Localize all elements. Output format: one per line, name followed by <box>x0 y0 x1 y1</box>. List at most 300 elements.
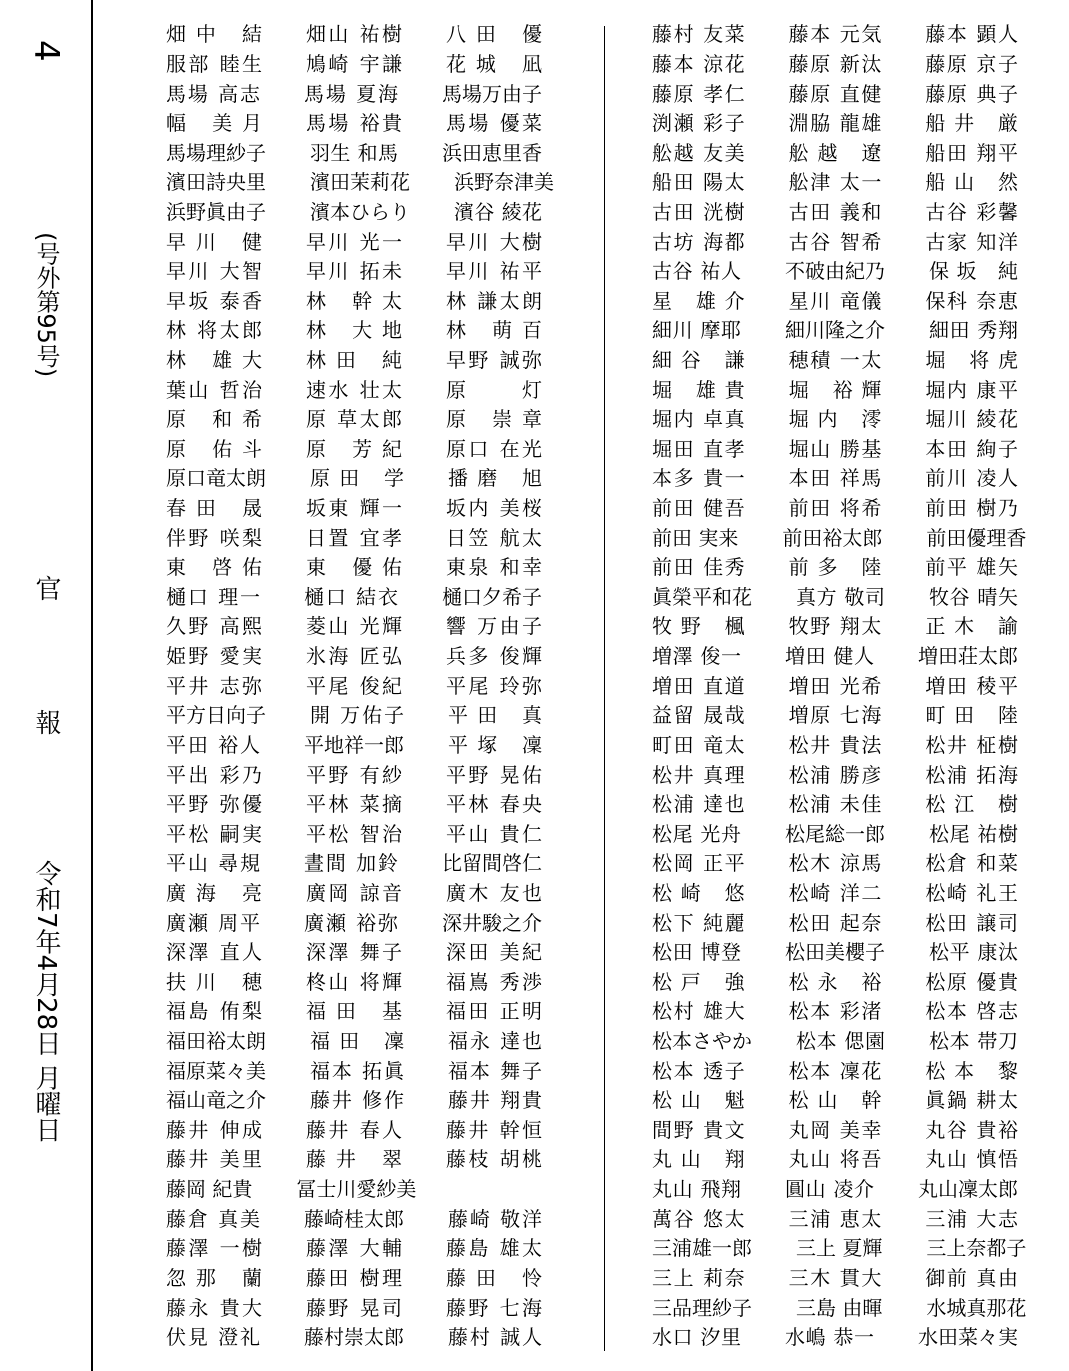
name-entry: 藤井 伸成 <box>166 1117 262 1142</box>
name-entry: 古谷 祐人 <box>652 259 741 284</box>
name-row <box>652 669 1062 699</box>
name-entry: 藤井 春人 <box>306 1117 402 1142</box>
name-entry: 原 崇章 <box>446 407 542 432</box>
name-entry: 藤澤 大輔 <box>306 1236 402 1261</box>
name-entry: 林 謙太朗 <box>446 288 542 313</box>
name-row <box>652 877 1062 907</box>
name-row <box>652 48 1062 78</box>
name-entry: 坂内 美桜 <box>446 496 542 521</box>
name-entry: 馬場 優菜 <box>446 111 542 136</box>
name-row <box>166 166 586 196</box>
name-row <box>166 877 586 907</box>
name-entry: 浜田恵里香 <box>442 140 542 165</box>
name-entry: 平田 裕人 <box>166 732 260 757</box>
name-row <box>166 18 586 48</box>
name-entry: 穂積 一太 <box>788 348 882 372</box>
name-entry: 原 和希 <box>166 407 262 432</box>
name-entry: 三上 莉奈 <box>652 1265 745 1290</box>
name-entry: 水口 汐里 <box>652 1325 741 1350</box>
name-entry: 堀 裕輝 <box>788 377 882 402</box>
name-entry: 藤村 誠人 <box>448 1325 542 1350</box>
name-entry: 花城 凪 <box>446 51 542 76</box>
name-row <box>652 758 1062 788</box>
name-entry: 松倉 和菜 <box>925 851 1019 876</box>
name-entry: 牧野 楓 <box>652 614 745 639</box>
name-row <box>652 640 1062 670</box>
name-entry: 堀山 勝基 <box>788 436 882 461</box>
name-entry: 馬場理紗子 <box>166 140 266 165</box>
name-list-right-block <box>652 18 1062 1350</box>
name-entry: 松田美櫻子 <box>785 940 885 965</box>
name-entry: 平地祥一郎 <box>304 732 404 757</box>
name-entry: 冨士川愛紗美 <box>296 1177 417 1202</box>
name-entry: 浜野眞由子 <box>166 199 266 224</box>
name-entry: 開 万佑子 <box>310 703 404 728</box>
name-row <box>166 225 586 255</box>
name-row <box>652 462 1062 492</box>
name-entry: 三島 由暉 <box>796 1295 883 1320</box>
name-row <box>652 729 1062 759</box>
name-entry: 松木 涼馬 <box>788 851 882 876</box>
name-entry: 藤本 涼花 <box>652 51 745 76</box>
name-entry: 濱田茉莉花 <box>310 170 410 195</box>
name-entry: 増原 七海 <box>788 703 882 728</box>
name-entry: 前田 実来 <box>652 525 739 550</box>
margin-rule <box>91 0 93 1371</box>
name-entry: 古田 洸樹 <box>652 199 745 224</box>
name-entry: 藤原 典子 <box>925 81 1019 106</box>
name-entry: 真方 敬司 <box>796 584 885 609</box>
name-entry: 藤永 貴大 <box>166 1295 262 1320</box>
name-entry: 藤原 直健 <box>788 81 882 106</box>
name-row <box>652 1054 1062 1084</box>
name-entry: 樋口 理一 <box>166 584 260 609</box>
name-row <box>166 136 586 166</box>
name-entry: 三浦雄一郎 <box>652 1236 752 1261</box>
name-entry: 三上奈都子 <box>926 1236 1027 1261</box>
name-entry: 丸谷 貴裕 <box>925 1117 1019 1142</box>
name-entry: 松尾総一郎 <box>785 821 885 846</box>
name-row <box>166 48 586 78</box>
name-entry: 羽生 和馬 <box>310 140 398 165</box>
name-row <box>166 699 586 729</box>
name-entry: 細川 摩耶 <box>652 318 741 343</box>
name-entry: 町田 竜太 <box>652 732 745 757</box>
name-row <box>652 1084 1062 1114</box>
name-entry: 樋口夕希子 <box>442 584 542 609</box>
name-entry: 畑中 結 <box>166 22 262 47</box>
name-entry: 平井 志弥 <box>166 673 262 698</box>
name-entry: 原口 在光 <box>446 436 542 461</box>
name-entry: 萬谷 悠太 <box>652 1206 745 1231</box>
name-entry: 丸山 将吾 <box>788 1147 882 1172</box>
name-row <box>166 1084 586 1114</box>
name-entry: 濱本ひらり <box>310 199 410 224</box>
name-row <box>652 373 1062 403</box>
name-row <box>166 196 586 226</box>
name-row <box>166 817 586 847</box>
name-entry: 松崎 礼王 <box>925 880 1019 905</box>
name-entry: 町田 陸 <box>925 703 1019 728</box>
name-entry: 水田菜々実 <box>918 1325 1018 1350</box>
name-entry: 本多 貴一 <box>652 466 745 491</box>
name-row <box>652 255 1062 285</box>
name-entry: 藤田 樹理 <box>306 1265 402 1290</box>
name-entry: 松山 魁 <box>652 1088 745 1113</box>
name-row <box>652 995 1062 1025</box>
name-entry: 濱田詩央里 <box>166 170 266 195</box>
name-entry: 藤村 友菜 <box>652 22 745 47</box>
name-entry: 舩津 太一 <box>788 170 882 195</box>
name-entry: 坂東 輝一 <box>306 496 402 521</box>
name-entry: 氷海 匠弘 <box>306 644 402 669</box>
name-row <box>166 906 586 936</box>
name-row <box>166 284 586 314</box>
issue-label: (号外第95号) <box>32 232 60 378</box>
name-entry: 藤澤 一樹 <box>166 1236 262 1261</box>
name-row <box>652 966 1062 996</box>
name-entry: 早川 拓未 <box>306 259 402 284</box>
name-entry: 葉山 哲治 <box>166 377 262 402</box>
name-row <box>652 1291 1062 1321</box>
name-entry: 晝間 加鈴 <box>304 851 398 876</box>
name-entry: 廣瀬 周平 <box>166 910 260 935</box>
name-entry: 藤倉 真美 <box>166 1206 260 1231</box>
page-number: 4 <box>26 40 66 62</box>
name-list-left-block <box>166 18 586 1350</box>
name-entry: 平方日向子 <box>166 703 266 728</box>
name-entry: 船井 厳 <box>925 111 1019 136</box>
name-entry: 藤本 元気 <box>788 22 882 47</box>
name-entry: 松田 博登 <box>652 940 741 965</box>
name-row <box>166 729 586 759</box>
name-entry: 早川 祐平 <box>446 259 542 284</box>
name-entry: 松本さやか <box>652 1029 752 1054</box>
name-entry: 松本 彩渚 <box>788 999 882 1024</box>
name-row <box>652 581 1062 611</box>
name-entry: 藤島 雄太 <box>446 1236 542 1261</box>
name-entry: 細田 秀翔 <box>929 318 1018 343</box>
name-entry: 久野 高熙 <box>166 614 262 639</box>
name-entry: 深澤 舞子 <box>306 940 402 965</box>
name-entry: 藤枝 胡桃 <box>446 1147 542 1172</box>
name-entry: 福田裕太朗 <box>166 1029 266 1054</box>
name-entry: 古田 義和 <box>788 199 882 224</box>
name-entry: 本田 絢子 <box>925 436 1019 461</box>
name-entry: 間野 貴文 <box>652 1117 745 1142</box>
name-entry: 松浦 達也 <box>652 792 745 817</box>
name-entry: 丸山 飛翔 <box>652 1177 741 1202</box>
name-entry: 星 雄介 <box>652 288 745 313</box>
name-entry: 圓山 凌介 <box>785 1177 874 1202</box>
name-entry: 松原 優貴 <box>925 969 1019 994</box>
name-entry: 林田 純 <box>306 348 402 372</box>
name-entry: 八田 優 <box>446 22 542 47</box>
name-row <box>166 1232 586 1262</box>
name-entry: 船山 然 <box>925 170 1019 195</box>
name-entry: 福永 達也 <box>448 1029 542 1054</box>
name-entry: 松尾 祐樹 <box>929 821 1018 846</box>
name-row <box>166 255 586 285</box>
name-entry: 松本 偲園 <box>796 1029 885 1054</box>
name-row <box>652 1025 1062 1055</box>
column-divider <box>604 26 605 1351</box>
name-entry: 林 大地 <box>306 318 402 343</box>
name-entry: 平塚 凜 <box>448 732 542 757</box>
name-row <box>652 225 1062 255</box>
name-entry: 平野 弥優 <box>166 792 262 817</box>
name-row <box>166 1321 586 1351</box>
name-entry: 柊山 将輝 <box>306 969 402 994</box>
name-entry: 松井 真理 <box>652 762 745 787</box>
name-row <box>166 1025 586 1055</box>
name-entry: 幅 美月 <box>166 111 262 136</box>
name-entry: 濱谷 綾花 <box>454 199 542 224</box>
name-entry: 三木 貫大 <box>788 1265 882 1290</box>
name-entry: 原 草太郎 <box>306 407 402 432</box>
name-entry: 渕瀬 彩子 <box>652 111 745 136</box>
name-entry: 増澤 俊一 <box>652 644 741 669</box>
name-entry: 福田 正明 <box>446 999 542 1024</box>
name-entry: 藤原 新汰 <box>788 51 882 76</box>
name-entry: 藤田 怜 <box>446 1265 542 1290</box>
name-entry: 増田 健人 <box>785 644 874 669</box>
name-entry: 水城真那花 <box>926 1295 1027 1320</box>
name-entry: 堀内 康平 <box>925 377 1019 402</box>
name-entry: 増田荘太郎 <box>918 644 1018 669</box>
name-entry: 日置 宜孝 <box>306 525 402 550</box>
name-entry: 林 幹太 <box>306 288 402 313</box>
name-row <box>166 995 586 1025</box>
name-row <box>166 1114 586 1144</box>
name-entry: 松戸 強 <box>652 969 745 994</box>
name-entry: 本田 祥馬 <box>788 466 882 491</box>
name-row <box>652 1321 1062 1351</box>
name-entry: 松下 純麗 <box>652 910 745 935</box>
name-row <box>166 847 586 877</box>
name-entry: 伏見 澄礼 <box>166 1325 260 1350</box>
name-row <box>166 492 586 522</box>
name-row <box>166 403 586 433</box>
name-row <box>166 314 586 344</box>
name-row <box>166 1143 586 1173</box>
name-entry: 松岡 正平 <box>652 851 745 876</box>
name-entry: 深井駿之介 <box>442 910 542 935</box>
name-entry: 藤井 翔貴 <box>448 1088 542 1113</box>
name-entry: 松崎 悠 <box>652 880 745 905</box>
name-entry: 原 灯 <box>446 377 542 402</box>
name-entry: 伴野 咲梨 <box>166 525 262 550</box>
name-row <box>652 1143 1062 1173</box>
name-entry: 早坂 泰香 <box>166 288 262 313</box>
name-entry: 馬場 裕貴 <box>306 111 402 136</box>
name-entry: 松本 黎 <box>925 1058 1019 1083</box>
name-entry: 堀 将虎 <box>925 348 1019 372</box>
name-entry: 松井 柾樹 <box>925 732 1019 757</box>
name-entry: 菱山 光輝 <box>306 614 402 639</box>
name-entry: 馬場万由子 <box>442 81 542 106</box>
name-row <box>652 18 1062 48</box>
name-entry: 増田 直道 <box>652 673 745 698</box>
name-entry: 三上 夏輝 <box>796 1236 883 1261</box>
name-entry: 福本 舞子 <box>448 1058 542 1083</box>
name-entry: 前田裕太郎 <box>782 525 883 550</box>
name-entry: 林 萌百 <box>446 318 542 343</box>
name-entry: 細谷 謙 <box>652 348 745 372</box>
name-row <box>652 136 1062 166</box>
name-row <box>652 847 1062 877</box>
name-entry: 忽那 蘭 <box>166 1265 262 1290</box>
name-entry: 堀 雄貴 <box>652 377 745 402</box>
name-entry: 保坂 純 <box>929 259 1018 284</box>
name-entry: 福嶌 秀渉 <box>446 969 542 994</box>
name-entry: 林 雄大 <box>166 348 262 372</box>
name-entry: 福田 凜 <box>310 1029 404 1054</box>
name-entry: 鳩崎 宇謙 <box>306 51 402 76</box>
name-row <box>166 966 586 996</box>
name-row <box>652 196 1062 226</box>
name-row <box>166 373 586 403</box>
name-row <box>166 1173 586 1203</box>
name-entry: 藤崎桂太郎 <box>304 1206 404 1231</box>
name-entry: 早川 健 <box>166 229 262 254</box>
name-entry: 御前 真由 <box>925 1265 1019 1290</box>
name-entry: 松尾 光舟 <box>652 821 741 846</box>
issue-date: 令和7年4月28日 月曜日 <box>31 860 61 1143</box>
name-row <box>652 344 1062 374</box>
name-row <box>652 492 1062 522</box>
name-entry: 平尾 俊紀 <box>306 673 402 698</box>
name-entry: 堀内 卓真 <box>652 407 745 432</box>
name-entry: 松平 康汰 <box>929 940 1018 965</box>
name-entry: 松田 起奈 <box>788 910 882 935</box>
name-row <box>652 284 1062 314</box>
name-entry: 丸山 慎悟 <box>925 1147 1019 1172</box>
name-entry: 益留 晟哉 <box>652 703 745 728</box>
name-entry: 古坊 海都 <box>652 229 745 254</box>
name-row <box>652 314 1062 344</box>
name-row <box>166 551 586 581</box>
name-entry: 平山 尋規 <box>166 851 260 876</box>
name-entry: 藤井 翠 <box>306 1147 402 1172</box>
name-entry: 廣岡 諒音 <box>306 880 402 905</box>
name-entry: 船田 翔平 <box>925 140 1019 165</box>
name-entry: 前川 凌人 <box>925 466 1019 491</box>
name-row <box>166 344 586 374</box>
name-row <box>166 1262 586 1292</box>
name-entry: 眞鍋 耕太 <box>925 1088 1019 1113</box>
name-entry: 舩越 遼 <box>788 140 882 165</box>
name-entry: 松田 譲司 <box>925 910 1019 935</box>
name-entry: 畑山 祐樹 <box>306 22 402 47</box>
name-entry: 藤井 幹恒 <box>446 1117 542 1142</box>
name-entry: 増田 光希 <box>788 673 882 698</box>
name-entry: 増田 稜平 <box>925 673 1019 698</box>
name-entry: 早川 大樹 <box>446 229 542 254</box>
name-entry: 福山竜之介 <box>166 1088 266 1113</box>
name-row <box>166 462 586 492</box>
name-entry: 藤岡 紀貴 <box>166 1177 253 1202</box>
name-entry: 比留間啓仁 <box>442 851 542 876</box>
name-entry: 東 優佑 <box>306 555 402 580</box>
name-row <box>166 1291 586 1321</box>
name-row <box>166 1202 586 1232</box>
name-entry: 早川 大智 <box>166 259 262 284</box>
name-entry: 廣海 亮 <box>166 880 262 905</box>
name-entry: 丸山 翔 <box>652 1147 745 1172</box>
name-entry: 松井 貴法 <box>788 732 882 757</box>
page-margin <box>0 0 92 1371</box>
name-entry: 堀田 直孝 <box>652 436 745 461</box>
name-row <box>166 936 586 966</box>
name-entry: 藤井 修作 <box>310 1088 404 1113</box>
name-entry: 平林 菜摘 <box>306 792 402 817</box>
name-entry: 三浦 恵太 <box>788 1206 882 1231</box>
name-entry: 藤井 美里 <box>166 1147 262 1172</box>
name-entry: 馬場 夏海 <box>304 81 398 106</box>
name-row <box>652 788 1062 818</box>
name-entry: 淵脇 龍雄 <box>788 111 882 136</box>
name-entry: 松浦 勝彦 <box>788 762 882 787</box>
name-entry: 平松 嗣実 <box>166 821 262 846</box>
name-entry: 松浦 未佳 <box>788 792 882 817</box>
name-entry: 松江 樹 <box>925 792 1019 817</box>
name-entry: 原田 学 <box>310 466 404 491</box>
name-entry: 扶川 穂 <box>166 969 262 994</box>
name-entry: 前田 将希 <box>788 496 882 521</box>
name-row <box>166 433 586 463</box>
name-entry: 牧谷 晴矢 <box>929 584 1018 609</box>
name-entry: 松浦 拓海 <box>925 762 1019 787</box>
name-entry: 平野 晃佑 <box>446 762 542 787</box>
name-entry: 不破由紀乃 <box>785 259 885 284</box>
name-entry: 廣木 友也 <box>446 880 542 905</box>
name-entry: 前田 佳秀 <box>652 555 745 580</box>
name-entry: 姫野 愛実 <box>166 644 262 669</box>
name-entry: 春田 晟 <box>166 496 262 521</box>
name-entry: 堀内 澪 <box>788 407 882 432</box>
name-entry: 浜野奈津美 <box>454 170 554 195</box>
name-entry: 平野 有紗 <box>306 762 402 787</box>
name-entry: 三品理紗子 <box>652 1295 752 1320</box>
name-entry: 深澤 直人 <box>166 940 262 965</box>
name-entry: 服部 睦生 <box>166 51 262 76</box>
name-entry: 早川 光一 <box>306 229 402 254</box>
name-entry: 三浦 大志 <box>925 1206 1019 1231</box>
name-entry: 舩越 友美 <box>652 140 745 165</box>
name-entry: 深田 美紀 <box>446 940 542 965</box>
name-entry: 福本 拓眞 <box>310 1058 404 1083</box>
name-entry: 平尾 玲弥 <box>446 673 542 698</box>
name-row <box>652 521 1062 551</box>
name-entry: 響 万由子 <box>446 614 542 639</box>
name-entry: 藤原 京子 <box>925 51 1019 76</box>
name-row <box>652 1173 1062 1203</box>
name-entry: 星川 竜儀 <box>788 288 882 313</box>
name-row <box>652 107 1062 137</box>
name-entry: 兵多 俊輝 <box>446 644 542 669</box>
name-entry: 藤崎 敬洋 <box>448 1206 542 1231</box>
name-entry: 平田 真 <box>448 703 542 728</box>
name-entry: 松村 雄大 <box>652 999 745 1024</box>
name-entry: 藤村崇太郎 <box>304 1325 404 1350</box>
name-row <box>166 669 586 699</box>
name-row <box>652 433 1062 463</box>
name-entry: 福田 基 <box>306 999 402 1024</box>
name-entry: 前平 雄矢 <box>925 555 1019 580</box>
name-row <box>652 1232 1062 1262</box>
name-row <box>166 1054 586 1084</box>
